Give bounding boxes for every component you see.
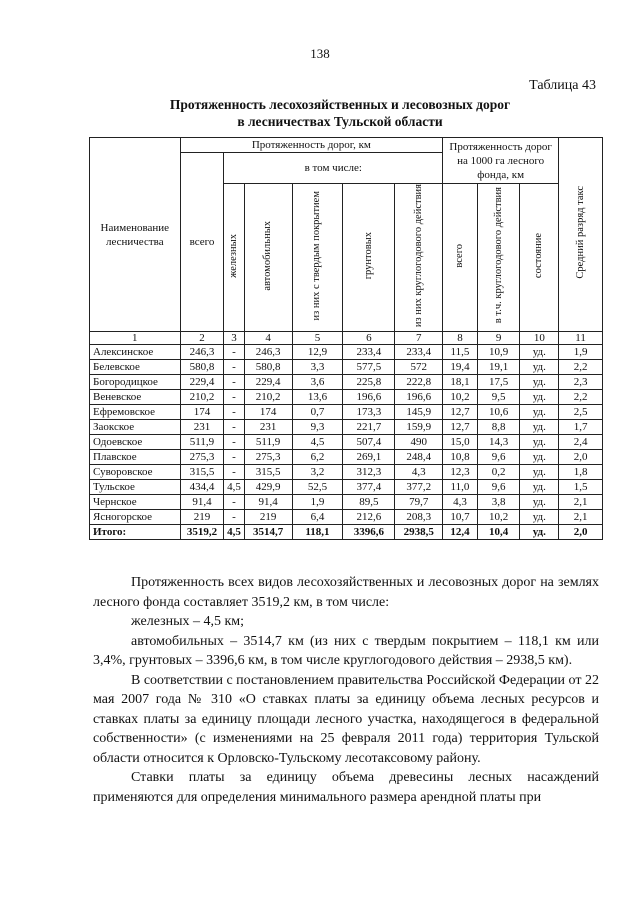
table-row bbox=[90, 495, 603, 510]
table-cell: 6 bbox=[343, 332, 395, 345]
table-cell: 511,9 bbox=[180, 435, 224, 450]
table-cell: - bbox=[224, 390, 244, 405]
table-cell: 10,8 bbox=[443, 450, 478, 465]
table-cell: 269,1 bbox=[343, 450, 395, 465]
table-cell: 3519,2 bbox=[180, 525, 224, 540]
table-cell: 434,4 bbox=[180, 480, 224, 495]
table-cell: 12,3 bbox=[443, 465, 478, 480]
table-cell: 8,8 bbox=[477, 420, 520, 435]
table-cell: 11,5 bbox=[443, 345, 478, 360]
table-row bbox=[90, 450, 603, 465]
table-cell: 4,3 bbox=[395, 465, 443, 480]
table-cell: 6,2 bbox=[292, 450, 343, 465]
table-cell: - bbox=[224, 405, 244, 420]
table-cell: 10 bbox=[520, 332, 559, 345]
table-cell: 3,3 bbox=[292, 360, 343, 375]
header-per-year-round: в т.ч. круглогодового действия bbox=[477, 184, 520, 332]
table-cell: 2 bbox=[180, 332, 224, 345]
table-cell: 9,6 bbox=[477, 480, 520, 495]
table-cell: 1,9 bbox=[292, 495, 343, 510]
table-cell: 580,8 bbox=[180, 360, 224, 375]
table-cell: 9,5 bbox=[477, 390, 520, 405]
table-cell: 19,1 bbox=[477, 360, 520, 375]
table-cell: уд. bbox=[520, 510, 559, 525]
table-cell: 577,5 bbox=[343, 360, 395, 375]
paragraph: автомобильных – 3514,7 км (из них с твердым покрытием – 118,1 км или 3,4%, грунтовых – 3396,6 км, в том числе круглогодового действия – 2938,5 км). bbox=[93, 633, 599, 668]
table-cell: 2,2 bbox=[559, 360, 603, 375]
table-cell: 210,2 bbox=[180, 390, 224, 405]
page-number: 138 bbox=[310, 46, 330, 61]
table-cell: 212,6 bbox=[343, 510, 395, 525]
table-cell: 511,9 bbox=[244, 435, 292, 450]
table-cell: уд. bbox=[520, 405, 559, 420]
table-cell: 4 bbox=[244, 332, 292, 345]
table-cell: - bbox=[224, 465, 244, 480]
table-cell: 2,0 bbox=[559, 525, 603, 540]
table-cell: 2,0 bbox=[559, 450, 603, 465]
table-cell: 221,7 bbox=[343, 420, 395, 435]
table-cell: 225,8 bbox=[343, 375, 395, 390]
table-cell: 1,5 bbox=[559, 480, 603, 495]
title-line-1: Протяженность лесохозяйственных и лесовозных дорог bbox=[169, 97, 511, 112]
table-cell: - bbox=[224, 435, 244, 450]
table-cell: 4,5 bbox=[224, 480, 244, 495]
title-line-2: в лесничествах Тульской области bbox=[237, 114, 443, 129]
table-cell: уд. bbox=[520, 525, 559, 540]
table-cell: уд. bbox=[520, 435, 559, 450]
table-cell: 2,5 bbox=[559, 405, 603, 420]
table-cell: 159,9 bbox=[395, 420, 443, 435]
table-cell: Веневское bbox=[90, 390, 181, 405]
table-cell: 12,7 bbox=[443, 405, 478, 420]
paragraph: В соответствии с постановлением правительства Российской Федерации от 22 мая 2007 года № 310 «О ставках платы за единицу объема лесных ресурсов и ставках платы за единицу площади лесного участка, находящегося в федеральной собственности» (с изменениями на 25 февраля 2011 года) территория Тульской области относится к Орловско-Тульскому лесотаксовому району. bbox=[93, 672, 599, 766]
header-per1000-group: Протяженность дорог на 1000 га лесного фонда, км bbox=[443, 138, 559, 184]
table-cell: 174 bbox=[244, 405, 292, 420]
table-label: Таблица 43 bbox=[529, 78, 596, 93]
table-cell: 248,4 bbox=[395, 450, 443, 465]
header-length-group: Протяженность дорог, км bbox=[180, 138, 443, 153]
table-row bbox=[90, 360, 603, 375]
table-cell: - bbox=[224, 450, 244, 465]
table-cell: Итого: bbox=[90, 525, 181, 540]
header-total: всего bbox=[180, 153, 224, 332]
table-row bbox=[90, 375, 603, 390]
table-cell: 6,4 bbox=[292, 510, 343, 525]
table-cell: 1 bbox=[90, 332, 181, 345]
table-cell: 3 bbox=[224, 332, 244, 345]
table-cell: 9,3 bbox=[292, 420, 343, 435]
table-row bbox=[90, 405, 603, 420]
table-cell: 174 bbox=[180, 405, 224, 420]
table-cell: 3,6 bbox=[292, 375, 343, 390]
table-cell: 231 bbox=[180, 420, 224, 435]
table-cell: 196,6 bbox=[395, 390, 443, 405]
table-cell: 233,4 bbox=[395, 345, 443, 360]
table-cell: 3396,6 bbox=[343, 525, 395, 540]
table-cell: 8 bbox=[443, 332, 478, 345]
table-cell: 2,1 bbox=[559, 510, 603, 525]
table-cell: 10,7 bbox=[443, 510, 478, 525]
header-name: Наименование лесничества bbox=[90, 138, 181, 332]
table-cell: 377,4 bbox=[343, 480, 395, 495]
table-cell: 4,3 bbox=[443, 495, 478, 510]
table-cell: 229,4 bbox=[180, 375, 224, 390]
table-cell: Заокское bbox=[90, 420, 181, 435]
table-cell: 79,7 bbox=[395, 495, 443, 510]
table-cell: 18,1 bbox=[443, 375, 478, 390]
table-cell: 118,1 bbox=[292, 525, 343, 540]
table-cell: 2,1 bbox=[559, 495, 603, 510]
table-cell: 580,8 bbox=[244, 360, 292, 375]
table-cell: - bbox=[224, 360, 244, 375]
table-cell: уд. bbox=[520, 480, 559, 495]
table-cell: Плавское bbox=[90, 450, 181, 465]
header-including: в том числе: bbox=[224, 153, 443, 184]
total-row bbox=[90, 525, 603, 540]
table-cell: 4,5 bbox=[224, 525, 244, 540]
paragraph: железных – 4,5 км; bbox=[131, 614, 245, 629]
table-row bbox=[90, 435, 603, 450]
table-cell: 91,4 bbox=[244, 495, 292, 510]
table-cell: 275,3 bbox=[244, 450, 292, 465]
table-cell: 10,4 bbox=[477, 525, 520, 540]
table-cell: 0,7 bbox=[292, 405, 343, 420]
roads-table bbox=[89, 137, 603, 540]
table-cell: 173,3 bbox=[343, 405, 395, 420]
table-row bbox=[90, 480, 603, 495]
table-cell: 3,2 bbox=[292, 465, 343, 480]
table-cell: - bbox=[224, 495, 244, 510]
table-cell: Алексинское bbox=[90, 345, 181, 360]
table-cell: 233,4 bbox=[343, 345, 395, 360]
table-cell: - bbox=[224, 375, 244, 390]
table-cell: 246,3 bbox=[180, 345, 224, 360]
table-cell: 490 bbox=[395, 435, 443, 450]
table-cell: 2,4 bbox=[559, 435, 603, 450]
table-cell: 11 bbox=[559, 332, 603, 345]
table-cell: Ясногорское bbox=[90, 510, 181, 525]
table-cell: 12,4 bbox=[443, 525, 478, 540]
table-cell: 196,6 bbox=[343, 390, 395, 405]
body-text bbox=[93, 573, 599, 807]
table-cell: 312,3 bbox=[343, 465, 395, 480]
table-cell: 52,5 bbox=[292, 480, 343, 495]
table-cell: 246,3 bbox=[244, 345, 292, 360]
table-cell: 2,3 bbox=[559, 375, 603, 390]
table-cell: 7 bbox=[395, 332, 443, 345]
table-cell: 1,8 bbox=[559, 465, 603, 480]
table-cell: 12,9 bbox=[292, 345, 343, 360]
table-cell: 12,7 bbox=[443, 420, 478, 435]
header-rank: Средний разряд такс bbox=[559, 138, 603, 332]
table-cell: 572 bbox=[395, 360, 443, 375]
table-cell: 10,6 bbox=[477, 405, 520, 420]
table-cell: - bbox=[224, 420, 244, 435]
table-cell: 1,7 bbox=[559, 420, 603, 435]
table-cell: 429,9 bbox=[244, 480, 292, 495]
table-cell: Богородицкое bbox=[90, 375, 181, 390]
table-cell: уд. bbox=[520, 495, 559, 510]
table-cell: Суворовское bbox=[90, 465, 181, 480]
table-cell: Тульское bbox=[90, 480, 181, 495]
table-cell: 89,5 bbox=[343, 495, 395, 510]
table-cell: 275,3 bbox=[180, 450, 224, 465]
table-cell: - bbox=[224, 345, 244, 360]
table-cell: уд. bbox=[520, 345, 559, 360]
table-cell: 145,9 bbox=[395, 405, 443, 420]
header-ground: грунтовых bbox=[343, 184, 395, 332]
table-cell: - bbox=[224, 510, 244, 525]
table-cell: уд. bbox=[520, 390, 559, 405]
table-cell: 14,3 bbox=[477, 435, 520, 450]
table-cell: 1,9 bbox=[559, 345, 603, 360]
table-cell: 9 bbox=[477, 332, 520, 345]
header-auto: автомобильных bbox=[244, 184, 292, 332]
header-year-round: из них круглогодового действия bbox=[395, 184, 443, 332]
paragraph: Ставки платы за единицу объема древесины лесных насаждений применяются для определения минимального размера арендной платы при bbox=[93, 770, 599, 805]
table-cell: 11,0 bbox=[443, 480, 478, 495]
table-cell: уд. bbox=[520, 450, 559, 465]
table-cell: 91,4 bbox=[180, 495, 224, 510]
table-cell: 315,5 bbox=[244, 465, 292, 480]
table-cell: 10,2 bbox=[477, 510, 520, 525]
table-row bbox=[90, 390, 603, 405]
table-cell: 15,0 bbox=[443, 435, 478, 450]
table-title bbox=[90, 96, 590, 130]
table-cell: 219 bbox=[244, 510, 292, 525]
table-cell: уд. bbox=[520, 360, 559, 375]
table-cell: 13,6 bbox=[292, 390, 343, 405]
header-hard: из них с твердым покрытием bbox=[292, 184, 343, 332]
header-state: состояние bbox=[520, 184, 559, 332]
table-cell: 5 bbox=[292, 332, 343, 345]
table-cell: 0,2 bbox=[477, 465, 520, 480]
table-cell: 315,5 bbox=[180, 465, 224, 480]
table-cell: 377,2 bbox=[395, 480, 443, 495]
table-cell: 219 bbox=[180, 510, 224, 525]
table-cell: Чернское bbox=[90, 495, 181, 510]
table-cell: 222,8 bbox=[395, 375, 443, 390]
table-cell: 10,2 bbox=[443, 390, 478, 405]
paragraph: Протяженность всех видов лесохозяйственных и лесовозных дорог на землях лесного фонда составляет 3519,2 км, в том числе: bbox=[93, 575, 599, 610]
table-cell: 3514,7 bbox=[244, 525, 292, 540]
table-cell: 507,4 bbox=[343, 435, 395, 450]
table-cell: 4,5 bbox=[292, 435, 343, 450]
table-cell: 19,4 bbox=[443, 360, 478, 375]
table-cell: 3,8 bbox=[477, 495, 520, 510]
table-cell: 9,6 bbox=[477, 450, 520, 465]
table-cell: 208,3 bbox=[395, 510, 443, 525]
table-cell: 2938,5 bbox=[395, 525, 443, 540]
table-cell: 210,2 bbox=[244, 390, 292, 405]
table-cell: 231 bbox=[244, 420, 292, 435]
table-row bbox=[90, 510, 603, 525]
table-cell: Ефремовское bbox=[90, 405, 181, 420]
table-cell: Белевское bbox=[90, 360, 181, 375]
table-row bbox=[90, 345, 603, 360]
table-cell: 2,2 bbox=[559, 390, 603, 405]
column-number-row bbox=[90, 332, 603, 345]
table-row bbox=[90, 465, 603, 480]
table-cell: уд. bbox=[520, 375, 559, 390]
table-cell: 10,9 bbox=[477, 345, 520, 360]
table-cell: 229,4 bbox=[244, 375, 292, 390]
header-rail: железных bbox=[224, 184, 244, 332]
header-per-total: всего bbox=[443, 184, 478, 332]
table-row bbox=[90, 420, 603, 435]
table-cell: 17,5 bbox=[477, 375, 520, 390]
table-cell: уд. bbox=[520, 420, 559, 435]
table-cell: уд. bbox=[520, 465, 559, 480]
table-cell: Одоевское bbox=[90, 435, 181, 450]
